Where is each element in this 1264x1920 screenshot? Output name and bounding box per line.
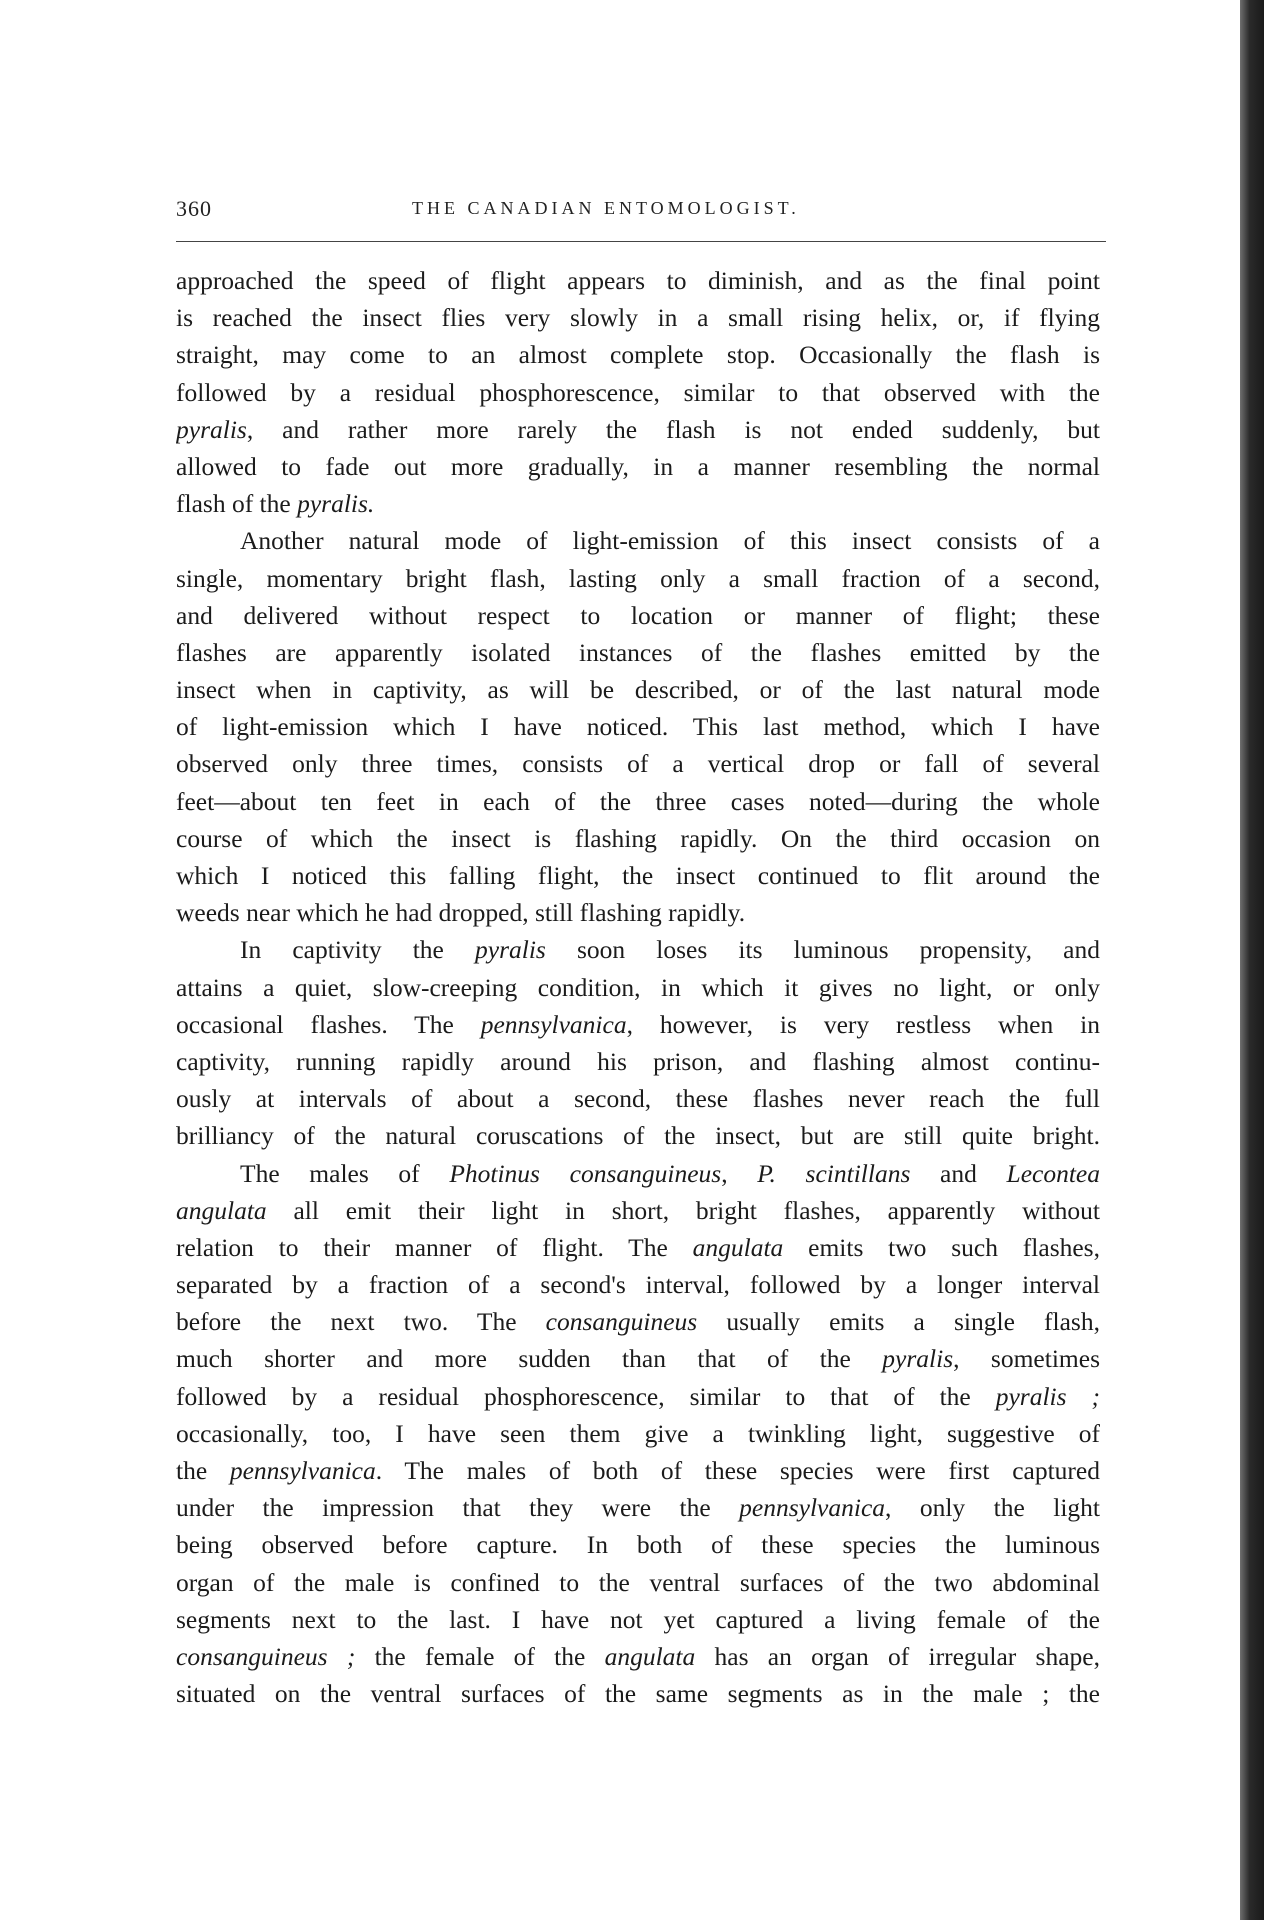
text-run: under the impression that they were the [176, 1493, 740, 1523]
text-run: attains a quiet, slow-creeping condition, in which it gives no light, or only [176, 972, 1100, 1002]
text-line [176, 1006, 1100, 1043]
header-rule [176, 241, 1106, 242]
text-run: all emit their light in short, bright flashes, apparently without [266, 1195, 1100, 1225]
text-run: The males of [240, 1158, 450, 1188]
text-line [176, 1155, 1100, 1192]
text-run: which I noticed this falling flight, the insect continued to flit around the [176, 861, 1100, 890]
page-header [176, 196, 1106, 232]
text-run: flashes are apparently isolated instances of the flashes emitted by the [176, 637, 1100, 667]
book-edge-shadow [1240, 0, 1264, 1920]
italic-text-run: angulata [176, 1195, 267, 1225]
text-run: allowed to fade out more gradually, in a manner resembling the normal [176, 451, 1100, 481]
text-run: of light-emission which I have noticed. This last method, which I have [176, 712, 1100, 742]
text-run: the female of the [355, 1641, 605, 1671]
text-line [176, 1043, 1100, 1080]
text-line [176, 299, 1100, 336]
body-text [176, 262, 1100, 1712]
text-line [176, 411, 1100, 448]
italic-text-run: Lecontea [1006, 1158, 1100, 1188]
text-run: occasionally, too, I have seen them give a twinkling light, suggestive of [176, 1418, 1100, 1448]
text-run: approached the speed of flight appears to diminish, and as the final point [176, 266, 1100, 295]
text-run: usually emits a single flash, [697, 1307, 1100, 1337]
text-run: In captivity the [240, 935, 475, 965]
text-run: feet—about ten feet in each of the three cases noted—during the whole [176, 786, 1100, 816]
text-run: emits two such flashes, [783, 1232, 1100, 1262]
text-line [176, 1080, 1100, 1117]
text-run: being observed before capture. In both of these species the luminous [176, 1530, 1100, 1560]
text-line [176, 1192, 1100, 1229]
italic-text-run: consanguineus [545, 1307, 698, 1337]
text-run: followed by a residual phosphorescence, similar to that observed with the [176, 377, 1100, 407]
italic-text-run: angulata [692, 1232, 784, 1262]
text-line [176, 857, 1100, 894]
text-line [176, 1638, 1100, 1675]
text-run: before the next two. The [176, 1307, 546, 1337]
text-run: captivity, running rapidly around his prison, and flashing almost continu- [176, 1046, 1100, 1076]
text-run: the [176, 1456, 230, 1485]
text-run: followed by a residual phosphorescence, similar to that of the [176, 1381, 996, 1411]
italic-text-run: consanguineus ; [176, 1641, 356, 1671]
text-run: flash of the [176, 489, 298, 519]
text-run: single, momentary bright flash, lasting only a small fraction of a second, [176, 563, 1100, 593]
text-line [176, 1564, 1100, 1601]
italic-text-run: P. scintillans [757, 1158, 911, 1188]
text-line [176, 1229, 1100, 1266]
text-run: and delivered without respect to location or manner of flight; these [176, 600, 1100, 630]
text-line [176, 336, 1100, 373]
italic-text-run: pyralis ; [995, 1381, 1100, 1411]
text-run: brilliancy of the natural coruscations of the insect, but are still quite bright. [176, 1121, 1100, 1151]
text-run: segments next to the last. I have not yet captured a living female of the [176, 1604, 1100, 1634]
text-line [176, 262, 1100, 299]
text-line [176, 931, 1100, 968]
text-line [176, 1303, 1100, 1340]
text-run: occasional flashes. The [176, 1009, 481, 1039]
text-line [176, 1452, 1100, 1489]
text-line [176, 448, 1100, 485]
text-run: and [910, 1158, 1007, 1188]
italic-text-run: pyralis [882, 1344, 954, 1374]
text-line [176, 1378, 1100, 1415]
italic-text-run: pyralis [176, 414, 247, 444]
italic-text-run: pyralis. [297, 489, 375, 519]
italic-text-run: pyralis [475, 935, 546, 965]
text-line [176, 969, 1100, 1006]
text-line [176, 894, 1100, 931]
text-run: course of which the insect is flashing rapidly. On the third occasion on [176, 823, 1100, 853]
text-line [176, 597, 1100, 634]
text-line [176, 1675, 1100, 1712]
text-run: is reached the insect flies very slowly in a small rising helix, or, if flying [176, 303, 1100, 333]
text-line [176, 1340, 1100, 1377]
text-run: relation to their manner of flight. The [176, 1232, 693, 1262]
text-line [176, 1415, 1100, 1452]
text-line [176, 1601, 1100, 1638]
text-run: ously at intervals of about a second, these flashes never reach the full [176, 1084, 1100, 1114]
text-run: , [721, 1158, 758, 1188]
text-run: has an organ of irregular shape, [695, 1641, 1100, 1671]
text-line [176, 745, 1100, 782]
text-run: insect when in captivity, as will be described, or of the last natural mode [176, 675, 1100, 705]
text-line [176, 708, 1100, 745]
text-run: . The males of both of these species were first captured [375, 1456, 1100, 1485]
text-line [176, 671, 1100, 708]
text-line [176, 1526, 1100, 1563]
text-line [176, 374, 1100, 411]
text-run: , sometimes [953, 1344, 1100, 1374]
italic-text-run: angulata [604, 1641, 696, 1671]
text-run: , and rather more rarely the flash is not ended suddenly, but [246, 414, 1100, 444]
text-line [176, 820, 1100, 857]
text-line [176, 522, 1100, 559]
page-number: 360 [176, 196, 212, 221]
text-run: , however, is very restless when in [626, 1009, 1100, 1039]
text-run: , only the light [885, 1493, 1100, 1523]
italic-text-run: pennsylvanica [739, 1493, 886, 1523]
text-line [176, 1489, 1100, 1526]
running-head: THE CANADIAN ENTOMOLOGIST. [412, 198, 800, 218]
text-line [176, 783, 1100, 820]
text-run: straight, may come to an almost complete stop. Occasionally the flash is [176, 340, 1100, 370]
text-line [176, 485, 1100, 522]
text-run: separated by a fraction of a second's interval, followed by a longer interval [176, 1270, 1100, 1300]
italic-text-run: pennsylvanica [229, 1456, 376, 1485]
text-line [176, 1266, 1100, 1303]
italic-text-run: Photinus consanguineus [449, 1158, 722, 1188]
text-run: observed only three times, consists of a vertical drop or fall of several [176, 749, 1100, 779]
text-run: weeds near which he had dropped, still flashing rapidly. [176, 898, 746, 928]
italic-text-run: pennsylvanica [480, 1009, 627, 1039]
text-run: much shorter and more sudden than that of the [176, 1344, 883, 1374]
text-run: soon loses its luminous propensity, and [545, 935, 1100, 965]
text-run: organ of the male is confined to the ventral surfaces of the two abdominal [176, 1567, 1100, 1597]
text-run: situated on the ventral surfaces of the same segments as in the male ; the [176, 1679, 1100, 1709]
text-line [176, 1117, 1100, 1154]
text-run: Another natural mode of light-emission of this insect consists of a [240, 526, 1100, 556]
text-line [176, 560, 1100, 597]
text-line [176, 634, 1100, 671]
